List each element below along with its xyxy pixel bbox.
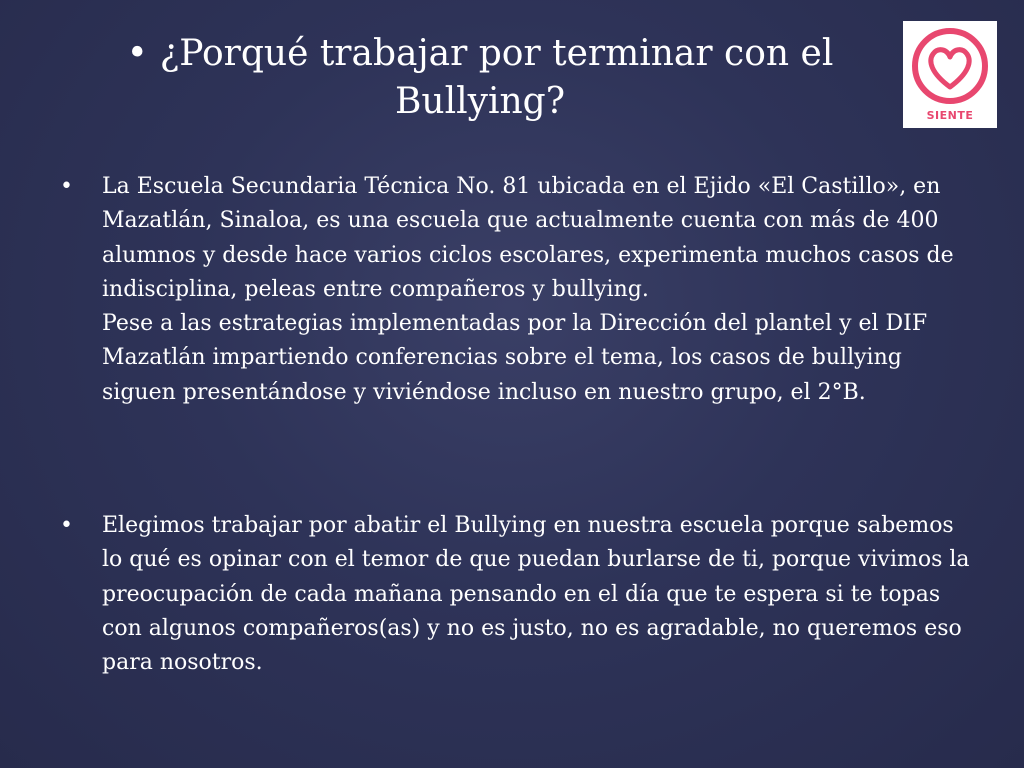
bullet-marker: • xyxy=(60,174,73,199)
siente-logo xyxy=(903,21,997,128)
paragraph-strategies: Pese a las estrategias implementadas por la Dirección del plantel y el DIF Mazatlán impartiendo conferencias sobre el tema, los casos de bullying siguen presentándose y viviéndose incluso en nuestro grupo, el 2°B. xyxy=(102,311,928,405)
title-text: ¿Porqué trabajar por terminar con el Bullying? xyxy=(159,33,834,122)
title-bullet: • xyxy=(126,33,148,74)
bullet-block-2 xyxy=(60,509,980,680)
paragraph-motivation: Elegimos trabajar por abatir el Bullying en nuestra escuela porque sabemos lo qué es opinar con el temor de que puedan burlarse de ti, porque vivimos la preocupación de cada mañana pensando en el día que te espera si te topas con algunos compañeros(as) y no es justo, no es agradable, no queremos eso para nosotros. xyxy=(102,513,970,676)
bullet-block-1 xyxy=(60,170,970,410)
paragraph-school-context: La Escuela Secundaria Técnica No. 81 ubicada en el Ejido «El Castillo», en Mazatlán, Sinaloa, es una escuela que actualmente cuenta con más de 400 alumnos y desde hace varios ciclos escolares, experimenta muchos casos de indisciplina, peleas entre compañeros y bullying. xyxy=(102,174,954,302)
slide-title xyxy=(70,30,890,126)
logo-text: SIENTE xyxy=(926,109,974,122)
heart-icon xyxy=(903,21,997,111)
bullet-marker: • xyxy=(60,513,73,538)
